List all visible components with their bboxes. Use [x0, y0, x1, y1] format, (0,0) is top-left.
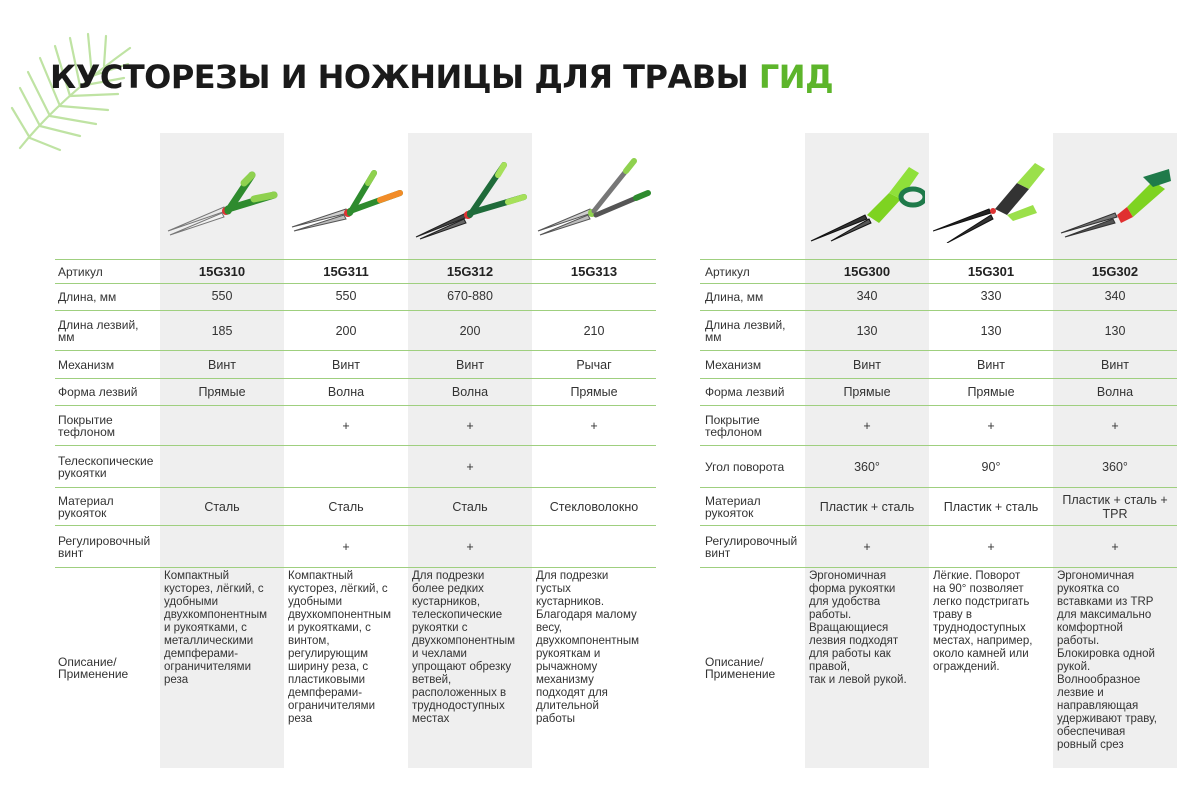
length-value: 670-880 [408, 284, 532, 310]
blade-length-value: 130 [805, 311, 929, 350]
telescopic-value [284, 446, 408, 487]
row-handle-material [55, 488, 656, 526]
label-length: Длина, мм [58, 290, 117, 304]
length-value: 330 [980, 289, 1002, 303]
blade-shape-value: Прямые [570, 385, 618, 399]
label-blade-shape: Форма лезвий [705, 385, 785, 399]
handle-material-value: Сталь [160, 488, 284, 525]
row-length [55, 284, 656, 311]
row-blade-length [55, 311, 656, 351]
description-text: Эргономичная форма рукоятки для удобства работы. Вращающиеся лезвия подходят для работы как правой, так и левой рукой. [805, 568, 929, 768]
hedge-shears-table [55, 133, 656, 768]
length-value: 340 [1053, 284, 1177, 310]
product-image-15g300 [805, 133, 929, 259]
handle-material-value: Пластик + сталь [805, 488, 929, 525]
article-value: 15G302 [1053, 260, 1177, 283]
length-value: 550 [335, 289, 357, 303]
telescopic-value [160, 446, 284, 487]
label-rotation-angle: Угол поворота [705, 459, 785, 474]
row-mechanism [700, 351, 1177, 379]
blade-length-value: 130 [1053, 311, 1177, 350]
label-article: Артикул [58, 264, 103, 279]
row-teflon [55, 406, 656, 446]
rotation-angle-value: 90° [981, 459, 1001, 474]
article-value: 15G300 [805, 260, 929, 283]
blade-length-value: 200 [408, 311, 532, 350]
teflon-value: + [1053, 406, 1177, 445]
adjusting-screw-value: + [1053, 526, 1177, 567]
label-blade-shape: Форма лезвий [58, 385, 138, 399]
rotation-angle-value: 360° [1053, 446, 1177, 487]
row-adjusting-screw [700, 526, 1177, 568]
row-article [55, 259, 656, 284]
grass-shears-image [933, 153, 1049, 243]
product-image-15g313 [532, 133, 656, 259]
blade-length-value: 130 [980, 323, 1002, 338]
length-value [532, 284, 656, 310]
handle-material-value: Стекловолокно [549, 499, 639, 514]
row-description [55, 568, 656, 768]
description-text: Эргономичная рукоятка со вставками из TRP для максимально комфортной работы. Блокировка одной рукой. Волнообразное лезвие и направляющая удерживают траву, обеспечивая ровный срез [1053, 568, 1177, 768]
blade-length-value: 210 [583, 323, 605, 338]
label-article: Артикул [705, 264, 750, 279]
handle-material-value: Пластик + сталь + TPR [1053, 488, 1177, 525]
mechanism-value: Винт [332, 357, 360, 372]
hedge-shears-image [164, 153, 280, 243]
handle-material-value: Сталь [408, 488, 532, 525]
teflon-value: + [408, 406, 532, 445]
description-text: Лёгкие. Поворот на 90° позволяет легко подстригать траву в труднодоступных местах, например, около камней или ограждений. [933, 570, 1033, 673]
label-blade-length: Длина лезвий, мм [705, 317, 786, 344]
product-image-15g302 [1053, 133, 1177, 259]
adjusting-screw-value [160, 526, 284, 567]
telescopic-value [532, 446, 656, 487]
hedge-shears-image [288, 153, 404, 243]
blade-shape-value: Волна [408, 379, 532, 405]
description-text: Для подрезки густых кустарников. Благодаря малому весу, двухкомпонентным рукояткам и рычажному механизму подходят для длительной работы [536, 570, 640, 725]
label-length: Длина, мм [705, 290, 764, 304]
product-image-15g301 [929, 133, 1053, 259]
label-adjusting-screw: Регулировочный винт [705, 533, 798, 560]
product-image-15g310 [160, 133, 284, 259]
mechanism-value: Винт [977, 357, 1005, 372]
page-title [50, 58, 833, 96]
row-blade-shape [55, 379, 656, 406]
length-value: 550 [160, 284, 284, 310]
label-description: Описание/ Применение [58, 655, 129, 681]
description-text: Компактный кусторез, лёгкий, с удобными двухкомпонентным и рукоятками, с металлическими демпферами- ограничителями реза [160, 568, 284, 768]
label-telescopic: Телескопические рукоятки [58, 453, 154, 480]
mechanism-value: Винт [805, 351, 929, 378]
label-teflon: Покрытие тефлоном [58, 412, 116, 439]
adjusting-screw-value: + [805, 526, 929, 567]
blade-length-value: 200 [335, 323, 357, 338]
label-mechanism: Механизм [705, 357, 762, 372]
grass-shears-image [809, 153, 925, 243]
row-article [700, 259, 1177, 284]
adjusting-screw-value: + [408, 526, 532, 567]
handle-material-value: Сталь [328, 499, 364, 514]
blade-shape-value: Прямые [160, 379, 284, 405]
row-adjusting-screw [55, 526, 656, 568]
rotation-angle-value: 360° [805, 446, 929, 487]
label-adjusting-screw: Регулировочный винт [58, 533, 151, 560]
adjusting-screw-value: + [342, 539, 350, 554]
teflon-value: + [590, 418, 598, 433]
adjusting-screw-value: + [987, 539, 995, 554]
grass-shears-table [700, 133, 1177, 768]
title-accent: ГИД [758, 58, 834, 96]
telescopic-value: + [408, 446, 532, 487]
adjusting-screw-value [532, 526, 656, 567]
teflon-value [160, 406, 284, 445]
description-text: Компактный кусторез, лёгкий, с удобными двухкомпонентным и рукоятками, с винтом, регулирующим ширину реза, с пластиковыми демпферами- ограничителями реза [288, 570, 392, 725]
handle-material-value: Пластик + сталь [943, 499, 1039, 514]
row-blade-length [700, 311, 1177, 351]
blade-shape-value: Прямые [967, 385, 1015, 399]
teflon-value: + [342, 418, 350, 433]
teflon-value: + [987, 418, 995, 433]
product-images-row [55, 133, 656, 259]
title-main: КУСТОРЕЗЫ И НОЖНИЦЫ ДЛЯ ТРАВЫ [50, 58, 749, 96]
label-handle-material: Материал рукояток [58, 493, 114, 520]
article-value: 15G313 [570, 264, 618, 279]
mechanism-value: Винт [1053, 351, 1177, 378]
label-teflon: Покрытие тефлоном [705, 412, 763, 439]
hedge-shears-image [412, 153, 528, 243]
article-value: 15G312 [408, 260, 532, 283]
teflon-value: + [805, 406, 929, 445]
row-length [700, 284, 1177, 311]
label-blade-length: Длина лезвий, мм [58, 317, 139, 344]
mechanism-value: Винт [160, 351, 284, 378]
article-value: 15G311 [323, 264, 369, 279]
mechanism-value: Рычаг [576, 357, 612, 372]
blade-length-value: 185 [160, 311, 284, 350]
article-value: 15G310 [160, 260, 284, 283]
row-rotation-angle [700, 446, 1177, 488]
product-images-row [700, 133, 1177, 259]
label-mechanism: Механизм [58, 357, 115, 372]
row-description [700, 568, 1177, 768]
blade-shape-value: Волна [327, 385, 365, 399]
blade-shape-value: Прямые [805, 379, 929, 405]
blade-shape-value: Волна [1053, 379, 1177, 405]
row-blade-shape [700, 379, 1177, 406]
hedge-shears-image [536, 153, 652, 243]
mechanism-value: Винт [408, 351, 532, 378]
row-mechanism [55, 351, 656, 379]
length-value: 340 [805, 284, 929, 310]
row-telescopic [55, 446, 656, 488]
article-value: 15G301 [967, 264, 1015, 279]
label-description: Описание/ Применение [705, 655, 776, 681]
row-teflon [700, 406, 1177, 446]
description-text: Для подрезки более редких кустарников, телескопические рукоятки с двухкомпонентным и чехлами упрощают обрезку ветвей, расположенных в труднодоступных местах [408, 568, 532, 768]
row-handle-material [700, 488, 1177, 526]
grass-shears-image [1057, 153, 1173, 243]
product-image-15g312 [408, 133, 532, 259]
label-handle-material: Материал рукояток [705, 493, 761, 520]
product-image-15g311 [284, 133, 408, 259]
